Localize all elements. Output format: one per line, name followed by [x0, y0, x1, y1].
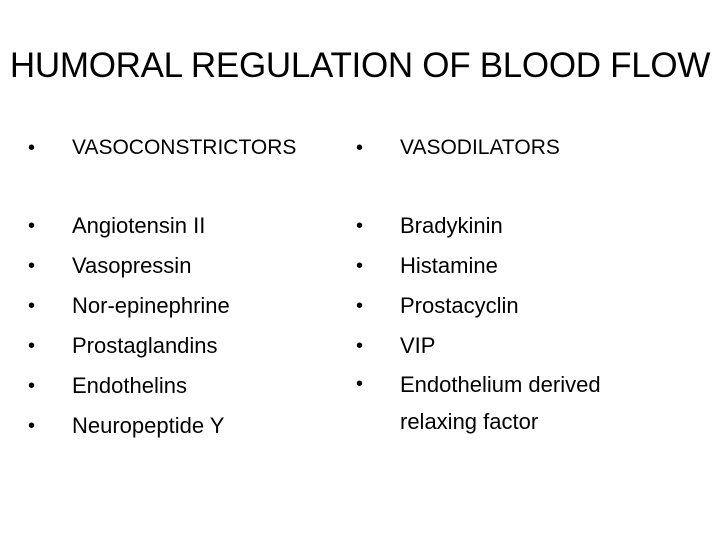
- bullet-icon: •: [28, 215, 36, 237]
- item-label: Nor-epinephrine: [72, 293, 230, 318]
- list-item: [28, 246, 328, 286]
- list-item: [28, 206, 328, 246]
- bullet-icon: •: [356, 255, 364, 277]
- vasodilators-column: [356, 130, 656, 440]
- bullet-icon: •: [28, 335, 36, 357]
- item-label: Neuropeptide Y: [72, 413, 225, 438]
- list-item: [356, 206, 656, 246]
- bullet-icon: •: [28, 295, 36, 317]
- bullet-icon: •: [28, 137, 36, 159]
- bullet-icon: •: [28, 415, 36, 437]
- bullet-icon: •: [28, 255, 36, 277]
- heading-label: VASODILATORS: [400, 136, 560, 159]
- bullet-icon: •: [356, 215, 364, 237]
- slide-title: HUMORAL REGULATION OF BLOOD FLOW: [9, 46, 711, 85]
- column-heading-vasodilators: [356, 130, 656, 166]
- item-label: Bradykinin: [400, 213, 503, 238]
- item-label: VIP: [400, 333, 436, 358]
- bullet-icon: •: [28, 375, 36, 397]
- list-item: [356, 366, 650, 440]
- vasoconstrictors-column: [28, 130, 328, 446]
- list-item: [356, 286, 656, 326]
- bullet-icon: •: [356, 295, 364, 317]
- list-item: [28, 326, 328, 366]
- item-label: Endothelium derived relaxing factor: [400, 372, 601, 434]
- list-item: [28, 406, 328, 446]
- list-item: [28, 286, 328, 326]
- item-label: Prostacyclin: [400, 293, 519, 318]
- item-label: Vasopressin: [72, 253, 192, 278]
- vasoconstrictor-list: [28, 206, 328, 446]
- item-label: Angiotensin II: [72, 213, 206, 238]
- heading-label: VASOCONSTRICTORS: [72, 136, 297, 159]
- column-heading-vasoconstrictors: [28, 130, 328, 166]
- bullet-icon: •: [356, 335, 364, 357]
- item-label: Prostaglandins: [72, 333, 218, 358]
- item-label: Endothelins: [72, 373, 187, 398]
- list-item: [356, 246, 656, 286]
- list-item: [28, 366, 328, 406]
- vasodilator-list: [356, 206, 656, 440]
- bullet-icon: •: [356, 137, 364, 159]
- list-item: [356, 326, 656, 366]
- item-label: Histamine: [400, 253, 498, 278]
- bullet-icon: •: [356, 373, 364, 395]
